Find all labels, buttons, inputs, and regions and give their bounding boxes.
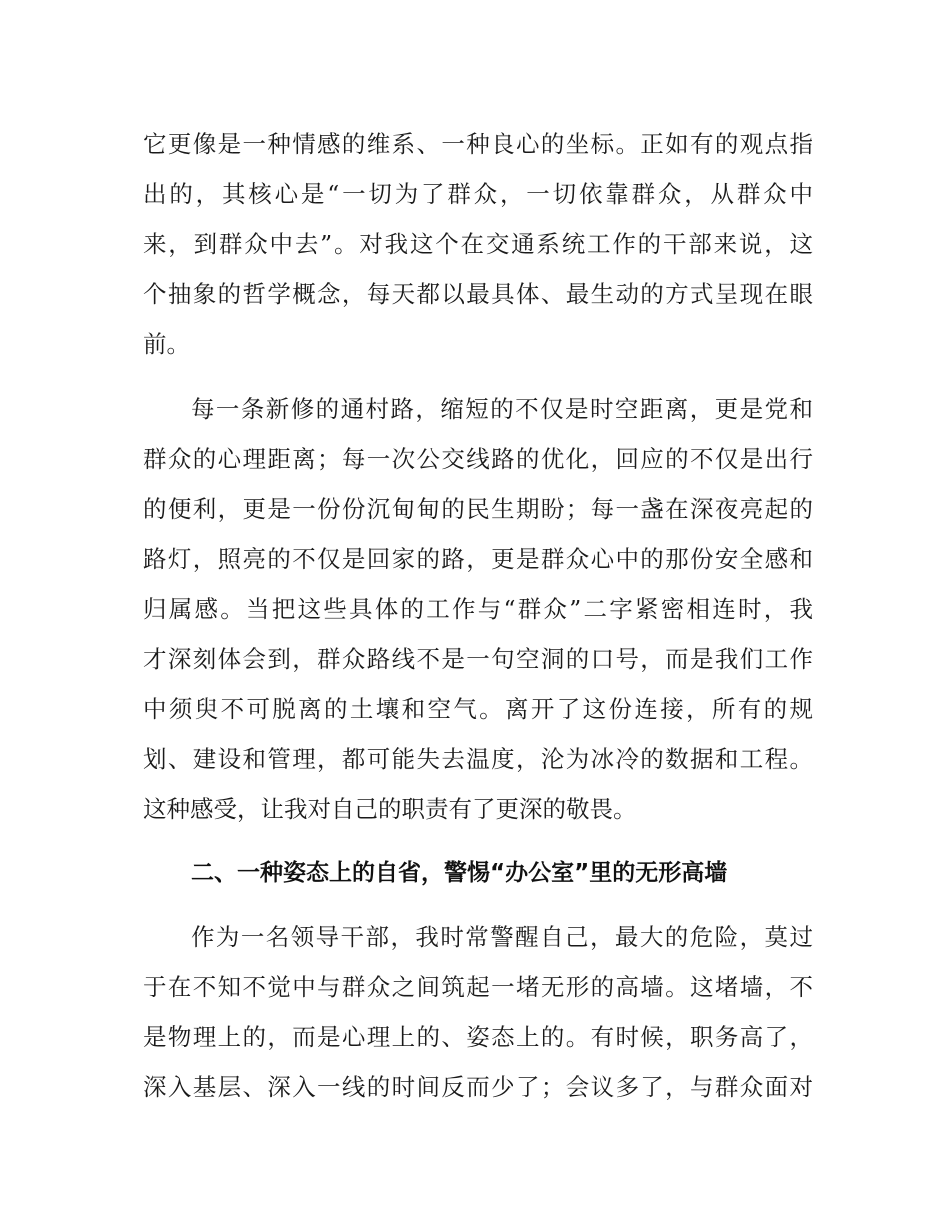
paragraph-2-line-1: 每一条新修的通村路，缩短的不仅是时空距离，更是党和: [191, 395, 813, 423]
paragraph-2-line-6: 才深刻体会到，群众路线不是一句空洞的口号，而是我们工作: [143, 645, 813, 673]
paragraph-2-line-5: 归属感。当把这些具体的工作与“群众”二字紧密相连时，我: [143, 595, 813, 623]
paragraph-2-line-2: 群众的心理距离；每一次公交线路的优化，回应的不仅是出行: [143, 445, 813, 473]
paragraph-3-line-3: 是物理上的，而是心理上的、姿态上的。有时候，职务高了，: [143, 1023, 813, 1051]
paragraph-1-line-4: 个抽象的哲学概念，每天都以最具体、最生动的方式呈现在眼: [143, 280, 813, 308]
paragraph-2-line-9: 这种感受，让我对自己的职责有了更深的敬畏。: [143, 795, 637, 823]
paragraph-1-line-2: 出的，其核心是“一切为了群众，一切依靠群众，从群众中: [143, 180, 813, 208]
paragraph-2-line-4: 路灯，照亮的不仅是回家的路，更是群众心中的那份安全感和: [143, 545, 813, 573]
paragraph-2-line-3: 的便利，更是一份份沉甸甸的民生期盼；每一盏在深夜亮起的: [143, 495, 813, 523]
section-heading: 二、一种姿态上的自省，警惕“办公室”里的无形高墙: [191, 860, 728, 886]
paragraph-3-line-2: 于在不知不觉中与群众之间筑起一堵无形的高墙。这堵墙，不: [143, 973, 813, 1001]
paragraph-3-line-1: 作为一名领导干部，我时常警醒自己，最大的危险，莫过: [191, 923, 813, 951]
paragraph-1-line-1: 它更像是一种情感的维系、一种良心的坐标。正如有的观点指: [143, 130, 813, 158]
paragraph-2-line-8: 划、建设和管理，都可能失去温度，沦为冰冷的数据和工程。: [143, 745, 813, 773]
paragraph-2-line-7: 中须臾不可脱离的土壤和空气。离开了这份连接，所有的规: [143, 695, 813, 723]
paragraph-3-line-4: 深入基层、深入一线的时间反而少了；会议多了，与群众面对: [143, 1073, 813, 1101]
paragraph-1-line-3: 来，到群众中去”。对我这个在交通系统工作的干部来说，这: [143, 230, 813, 258]
paragraph-1-line-5: 前。: [143, 330, 190, 358]
